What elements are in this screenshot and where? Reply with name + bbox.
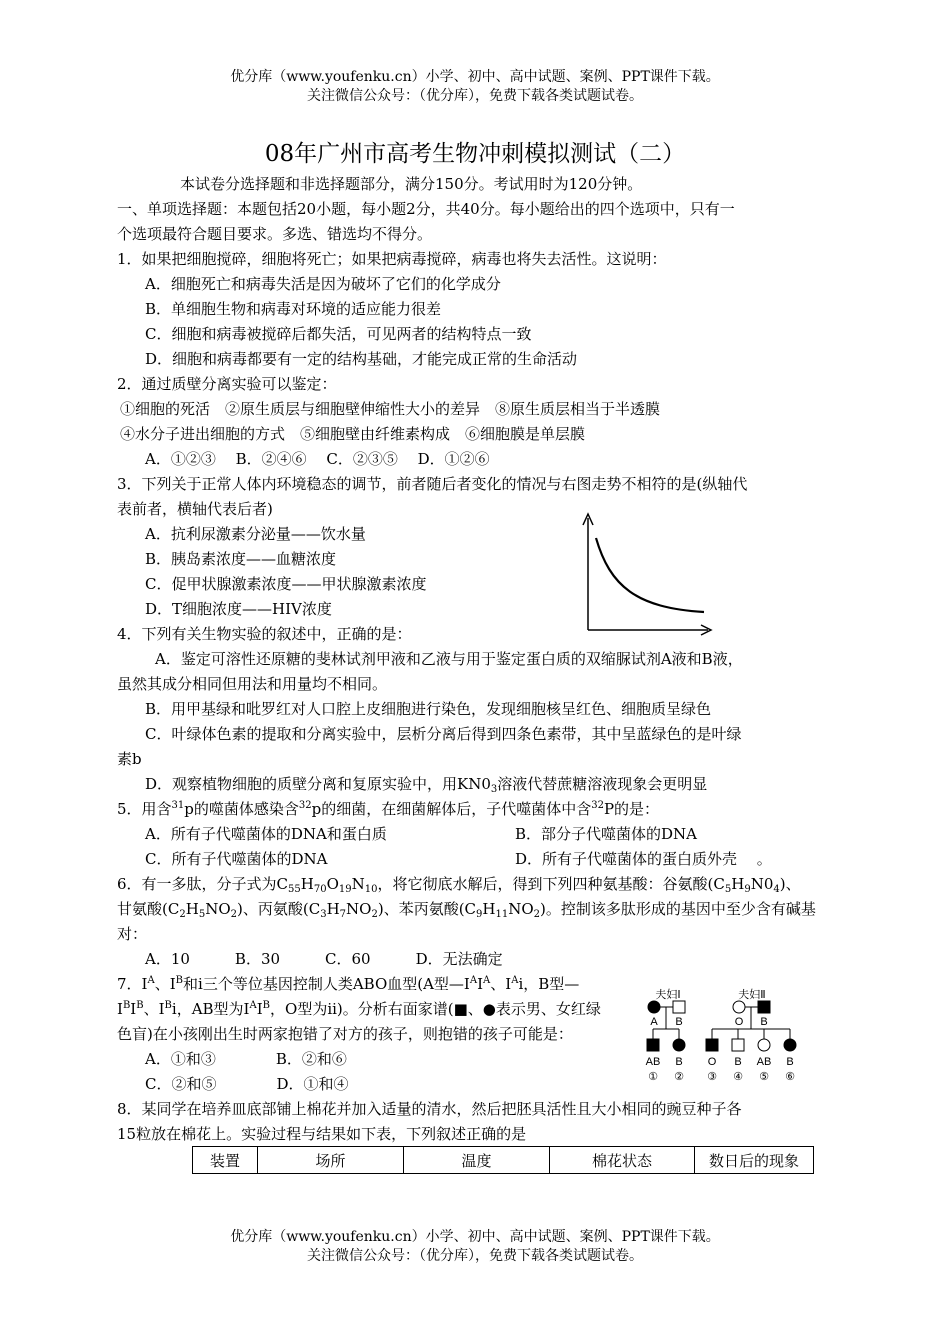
q2-items-line-1: ①细胞的死活 ②原生质层与细胞壁伸缩性大小的差异 ⑧原生质层相当于半透膜 — [120, 400, 661, 418]
q7-stem-line-1: 7．$I^A$、$I^B$和i三个等位基因控制人类ABO血型(A型$—I^AI^A$、$I^Ai$，B型— — [117, 975, 580, 993]
q3-stem-line-1: 3．下列关于正常人体内环境稳态的调节，前者随后者变化的情况与右图走势不相符的是(纵轴代 — [117, 475, 748, 493]
q1-option-b: B．单细胞生物和病毒对环境的适应能力很差 — [145, 300, 442, 318]
pedigree-child-5-type: AB — [756, 1056, 772, 1068]
footer-line-2: 关注微信公众号：（优分库），免费下载各类试题试卷。 — [307, 1248, 643, 1264]
q8-stem-line-2: 15粒放在棉花上。实验过程与结果如下表，下列叙述正确的是 — [117, 1125, 527, 1143]
pedigree-child-5-number: ⑤ — [759, 1071, 769, 1083]
q2-items-line-2: ④水分子进出细胞的方式 ⑤细胞壁由纤维素构成 ⑥细胞膜是单层膜 — [120, 425, 586, 443]
pedigree-child-2-type: B — [675, 1056, 683, 1068]
footer-line-1: 优分库（www.youfenku.cn）小学、初中、高中试题、案例、PPT课件下载。 — [230, 1229, 720, 1245]
pedigree-f1-mother-type: A — [650, 1016, 658, 1028]
pedigree-child-2 — [673, 1039, 685, 1051]
q8-stem-line-1: 8．某同学在培养皿底部铺上棉花并加入适量的清水，然后把胚具活性且大小相同的豌豆种子各 — [117, 1100, 742, 1118]
q3-option-d: D．T细胞浓度——HIV浓度 — [145, 600, 332, 618]
q5-option-c: C．所有子代噬菌体的DNA — [145, 850, 328, 868]
pedigree-child-1 — [647, 1039, 659, 1051]
pedigree-family-2-label: 夫妇Ⅱ — [738, 989, 766, 1001]
pedigree-child-3-type: O — [707, 1056, 717, 1068]
pedigree-child-5 — [758, 1039, 770, 1051]
table-header-cell: 数日后的现象 — [695, 1147, 814, 1174]
intro-text: 本试卷分选择题和非选择题部分，满分150分。考试用时为120分钟。 — [180, 175, 643, 193]
q6-stem-line-1: 6．有一多肽，分子式为$C_{55}H_{70}O_{19}N_{10}$，将它彻底水解后，得到下列四种氨基酸：谷氨酸$(C_5H_9N0_4)$、 — [117, 875, 801, 895]
header-line-2: 关注微信公众号：（优分库），免费下载各类试题试卷。 — [307, 88, 643, 104]
table-header-row — [193, 1147, 814, 1174]
page-title: 08年广州市高考生物冲刺模拟测试（二） — [264, 141, 686, 167]
q7-stem-line-3: 色盲)在小孩刚出生时两家抱错了对方的孩子，则抱错的孩子可能是： — [117, 1025, 573, 1043]
q6-stem-line-2: 甘氨酸$(C_2H_5NO_2)$、丙氨酸$(C_3H_7NO_2)$、苯丙氨酸$(C_9H_{11}NO_2)$。控制该多肽形成的基因中至少含有碱基 — [117, 900, 816, 920]
pedigree-f1-father — [673, 1001, 685, 1013]
q7-options-line-1: A．①和③ B．②和⑥ — [145, 1050, 347, 1068]
table-header-cell: 场所 — [258, 1147, 404, 1174]
q3-decay-graph — [580, 508, 715, 636]
pedigree-child-3-number: ③ — [707, 1071, 717, 1083]
q4-stem: 4．下列有关生物实验的叙述中，正确的是： — [117, 625, 412, 643]
q1-stem: 1．如果把细胞搅碎，细胞将死亡；如果把病毒搅碎，病毒也将失去活性。这说明： — [117, 250, 667, 268]
q5-option-a: A．所有子代噬菌体的DNA和蛋白质 — [145, 825, 387, 843]
pedigree-child-1-number: ① — [648, 1071, 658, 1083]
q5-stem: 5．用含$^{31}$p的噬菌体感染含$^{32}$p的细菌，在细菌解体后，子代噬菌体中含$^{32}$P的是： — [117, 800, 660, 818]
q3-option-b: B．胰岛素浓度——血糖浓度 — [145, 550, 337, 568]
q4-option-a-line-1: A．鉴定可溶性还原糖的斐林试剂甲液和乙液与用于鉴定蛋白质的双缩脲试剂A液和B液， — [155, 650, 743, 668]
q5-option-b: B．部分子代噬菌体的DNA — [515, 825, 698, 843]
pedigree-f2-father — [758, 1001, 770, 1013]
q3-option-c: C．促甲状腺激素浓度——甲状腺激素浓度 — [145, 575, 427, 593]
pedigree-f2-mother — [733, 1001, 745, 1013]
q2-stem: 2．通过质壁分离实验可以鉴定： — [117, 375, 337, 393]
q5-option-d: D．所有子代噬菌体的蛋白质外壳 。 — [515, 850, 772, 868]
section-heading-line-1: 一、单项选择题：本题包括20小题，每小题2分，共40分。每小题给出的四个选项中，只有一 — [117, 200, 735, 218]
table-header-cell: 温度 — [404, 1147, 550, 1174]
q3-option-a: A．抗利尿激素分泌量——饮水量 — [145, 525, 366, 543]
pedigree-child-4-number: ④ — [733, 1071, 743, 1083]
q6-options: A．10 B．30 C．60 D．无法确定 — [145, 950, 503, 968]
pedigree-child-3 — [706, 1039, 718, 1051]
pedigree-child-6-number: ⑥ — [785, 1071, 795, 1083]
table-header-cell: 棉花状态 — [550, 1147, 695, 1174]
pedigree-child-1-type: AB — [645, 1056, 661, 1068]
pedigree-child-2-number: ② — [674, 1071, 684, 1083]
pedigree-f1-mother — [648, 1001, 660, 1013]
q4-option-a-line-2: 虽然其成分相同但用法和用量均不相同。 — [117, 675, 388, 693]
q4-option-b: B．用甲基绿和吡罗红对人口腔上皮细胞进行染色，发现细胞核呈红色、细胞质呈绿色 — [145, 700, 712, 718]
pedigree-child-4 — [732, 1039, 744, 1051]
q4-option-c-line-1: C．叶绿体色素的提取和分离实验中，层析分离后得到四条色素带，其中呈蓝绿色的是叶绿 — [145, 725, 742, 743]
q7-options-line-2: C．②和⑤ D．①和④ — [145, 1075, 349, 1093]
q6-stem-line-3: 对： — [117, 925, 148, 943]
q4-option-c-line-2: 素b — [117, 750, 142, 768]
pedigree-f1-father-type: B — [675, 1016, 683, 1028]
section-heading-line-2: 个选项最符合题目要求。多选、错选均不得分。 — [117, 225, 433, 243]
q4-option-d: D．观察植物细胞的质壁分离和复原实验中，用$KN0_3$溶液代替蔗糖溶液现象会更明显 — [145, 775, 708, 795]
pedigree-child-6 — [784, 1039, 796, 1051]
pedigree-family-1-label: 夫妇Ⅰ — [655, 989, 681, 1001]
pedigree-child-4-type: B — [734, 1056, 742, 1068]
q1-option-c: C．细胞和病毒被搅碎后都失活，可见两者的结构特点一致 — [145, 325, 532, 343]
q1-option-a: A．细胞死亡和病毒失活是因为破坏了它们的化学成分 — [145, 275, 501, 293]
table-header-cell: 装置 — [193, 1147, 258, 1174]
q1-option-d: D．细胞和病毒都要有一定的结构基础，才能完成正常的生命活动 — [145, 350, 578, 368]
q7-family-pedigree — [640, 988, 815, 1088]
q7-stem-line-2: $I^BI^B$、$I^Bi$，AB型为$I^AI^B$，O型为ii)。分析右面家谱(■、●表示男、女红绿 — [117, 1000, 601, 1018]
header-line-1: 优分库（www.youfenku.cn）小学、初中、高中试题、案例、PPT课件下载。 — [230, 69, 720, 85]
pedigree-f2-father-type: B — [760, 1016, 768, 1028]
q2-options: A．①②③ B．②④⑥ C．②③⑤ D．①②⑥ — [145, 450, 490, 468]
pedigree-f2-mother-type: O — [734, 1016, 744, 1028]
q8-experiment-table — [192, 1146, 814, 1174]
q3-stem-line-2: 表前者，横轴代表后者) — [117, 500, 273, 518]
pedigree-child-6-type: B — [786, 1056, 794, 1068]
graph-curve — [596, 538, 704, 612]
